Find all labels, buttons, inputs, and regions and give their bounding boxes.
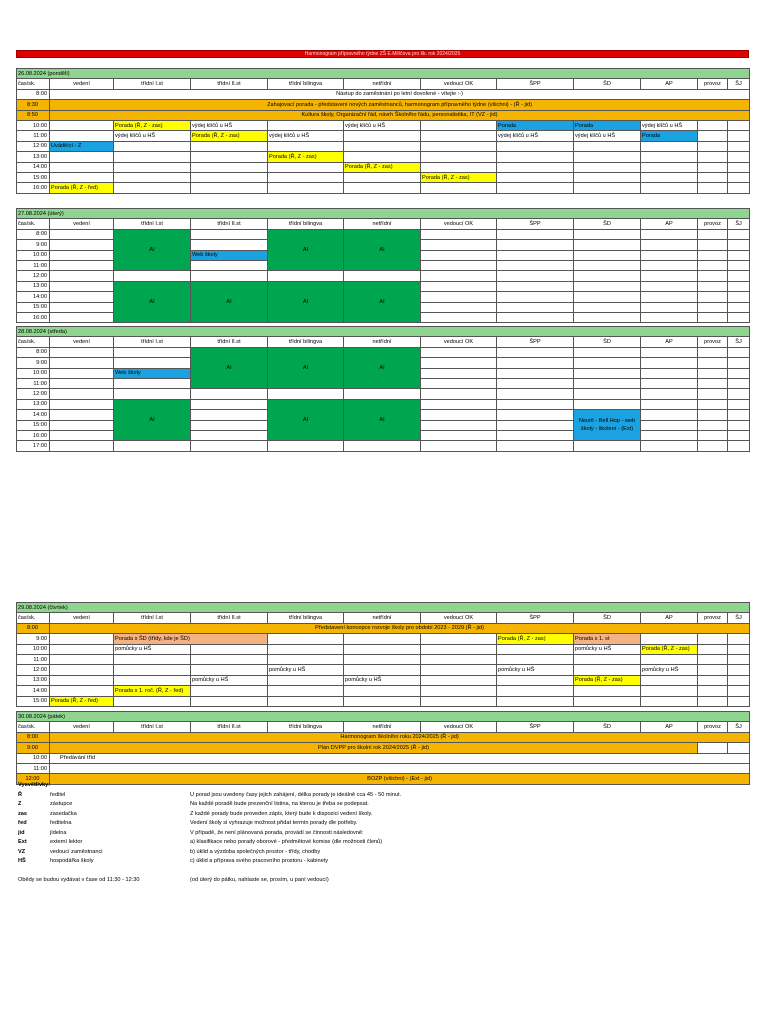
time-cell: 11:00 bbox=[17, 260, 50, 270]
col-tridni-1st: třídní I.st bbox=[114, 79, 191, 89]
event-cell: AI bbox=[191, 347, 268, 389]
event-cell: Představení koncepce rozvoje školy pro období 2023 - 2029 (Ř - jid) bbox=[50, 623, 750, 633]
col-spp: ŠPP bbox=[497, 613, 574, 623]
event-cell: Web školy bbox=[114, 368, 191, 378]
lunch-note: (od úterý do pátku, nahlaste se, prosím, u paní vedoucí) bbox=[190, 876, 329, 883]
time-cell: 8:00 bbox=[17, 229, 50, 239]
event-cell: výdej klíčů u HŠ bbox=[497, 131, 574, 141]
time-cell: 14:00 bbox=[17, 162, 50, 172]
event-cell: pomůcky u HŠ bbox=[497, 665, 574, 675]
legend-key: řed bbox=[18, 820, 27, 826]
time-cell: 12:00 bbox=[17, 774, 50, 784]
col-tridni-1st: třídní I.st bbox=[114, 337, 191, 347]
event-cell: AI bbox=[344, 281, 421, 323]
event-cell: výdej klíčů u HŠ bbox=[191, 120, 268, 130]
col-sd: ŠD bbox=[574, 219, 641, 229]
time-cell: 8:50 bbox=[17, 110, 50, 120]
event-cell: Porada (Ř, Z - zas) bbox=[641, 644, 698, 654]
col-spp: ŠPP bbox=[497, 219, 574, 229]
col-netridni: netřídní bbox=[344, 219, 421, 229]
col-provoz: provoz bbox=[698, 219, 728, 229]
event-cell: pomůcky u HŠ bbox=[268, 665, 344, 675]
legend-note: a) klasifikace nebo porady oborové - předmětové komise (dle možnosti členů) bbox=[190, 839, 383, 845]
col-provoz: provoz bbox=[698, 337, 728, 347]
col-vedouci-ok: vedoucí OK bbox=[421, 79, 497, 89]
time-cell: 11:00 bbox=[17, 763, 50, 773]
legend-value: jídelna bbox=[50, 829, 67, 836]
legend-note: c) úklid a příprava svého pracovního prostoru - kabinety bbox=[190, 858, 329, 864]
time-cell: 9:00 bbox=[17, 634, 50, 644]
event-cell: AI bbox=[268, 229, 344, 271]
time-cell: 13:00 bbox=[17, 281, 50, 291]
event-cell: AI bbox=[191, 281, 268, 323]
col-vedeni: vedení bbox=[50, 79, 114, 89]
event-cell: výdej klíčů u HŠ bbox=[268, 131, 344, 141]
col-provoz: provoz bbox=[698, 79, 728, 89]
col-time: čas/sk. bbox=[17, 79, 50, 89]
col-tridni-2st: třídní II.st bbox=[191, 722, 268, 732]
event-cell: Zahajovací porada - představení nových zaměstnanců, harmonogram přípravného týdne (všichni) - (Ř - jid) bbox=[50, 100, 750, 110]
time-cell: 12:00 bbox=[17, 271, 50, 281]
event-cell: AI bbox=[344, 399, 421, 441]
event-cell: AI bbox=[268, 347, 344, 389]
day-table-wednesday bbox=[16, 326, 750, 452]
event-cell: pomůcky u HŠ bbox=[641, 665, 698, 675]
col-bilingva: třídní bilingva bbox=[268, 613, 344, 623]
event-cell: Porada (Ř, Z - řed) bbox=[50, 696, 114, 706]
time-cell: 11:00 bbox=[17, 378, 50, 388]
col-vedeni: vedení bbox=[50, 613, 114, 623]
col-vedouci-ok: vedoucí OK bbox=[421, 722, 497, 732]
col-vedeni: vedení bbox=[50, 219, 114, 229]
event-cell: Harmonogram školního roku 2024/2025 (Ř - jid) bbox=[50, 732, 750, 742]
event-cell: pomůcky u HŠ bbox=[114, 644, 191, 654]
time-cell: 10:00 bbox=[17, 368, 50, 378]
legend-value: externí lektor bbox=[50, 839, 83, 845]
col-provoz: provoz bbox=[698, 613, 728, 623]
event-cell: Porada s 1. roč. (Ř, Z - řed) bbox=[114, 686, 191, 696]
col-spp: ŠPP bbox=[497, 337, 574, 347]
event-cell: Porada s ŠD (třídy, kde je ŠD) bbox=[114, 634, 268, 644]
legend-key: HŠ bbox=[18, 858, 26, 864]
col-spp: ŠPP bbox=[497, 79, 574, 89]
event-cell: AI bbox=[268, 281, 344, 323]
day-label: 28.08.2024 (středa) bbox=[17, 327, 750, 337]
time-cell: 8:00 bbox=[17, 732, 50, 742]
legend-key: Ř bbox=[18, 791, 23, 798]
col-ap: AP bbox=[641, 337, 698, 347]
legend-note: Z každé porady bude proveden zápis, který bude k dispozici vedení školy. bbox=[190, 810, 373, 817]
col-tridni-1st: třídní I.st bbox=[114, 613, 191, 623]
time-cell: 16:00 bbox=[17, 430, 50, 440]
col-sj: ŠJ bbox=[728, 337, 750, 347]
day-table-monday bbox=[16, 68, 750, 194]
lunch-info: Obědy se budou vydávat v čase od 11:30 - 12:30 bbox=[18, 876, 140, 883]
time-cell: 9:00 bbox=[17, 743, 50, 753]
event-cell: výdej klíčů u HŠ bbox=[574, 131, 641, 141]
time-cell: 15:00 bbox=[17, 420, 50, 430]
col-bilingva: třídní bilingva bbox=[268, 722, 344, 732]
col-time: čas/sk. bbox=[17, 219, 50, 229]
day-table-tuesday bbox=[16, 208, 750, 323]
event-cell: AI bbox=[114, 399, 191, 441]
event-cell: výdej klíčů u HŠ bbox=[641, 120, 698, 130]
legend-key: jid bbox=[18, 829, 25, 836]
time-cell: 10:00 bbox=[17, 644, 50, 654]
time-cell: 10:00 bbox=[17, 250, 50, 260]
event-cell: Porada (Ř, Z - zas) bbox=[497, 634, 574, 644]
col-sj: ŠJ bbox=[728, 722, 750, 732]
col-sd: ŠD bbox=[574, 79, 641, 89]
col-time: čas/sk. bbox=[17, 613, 50, 623]
event-cell: Porada (Ř, Z - zas) bbox=[344, 162, 421, 172]
event-cell: Web školy bbox=[191, 250, 268, 260]
legend-key: VZ bbox=[18, 848, 26, 855]
time-cell: 11:00 bbox=[17, 654, 50, 664]
time-cell: 17:00 bbox=[17, 441, 50, 451]
day-table-friday bbox=[16, 711, 750, 785]
event-cell: AI bbox=[344, 347, 421, 389]
col-netridni: netřídní bbox=[344, 337, 421, 347]
legend-note: Na každé poradě bude prezenční listina, na kterou je třeba se podepsat. bbox=[190, 801, 369, 807]
col-vedouci-ok: vedoucí OK bbox=[421, 613, 497, 623]
time-cell: 11:00 bbox=[17, 131, 50, 141]
event-cell: AI bbox=[114, 229, 191, 271]
time-cell: 15:00 bbox=[17, 696, 50, 706]
event-cell: výdej klíčů u HŠ bbox=[114, 131, 191, 141]
event-cell: Porada (Ř, Z - zas) bbox=[191, 131, 268, 141]
day-label: 26.08.2024 (pondělí) bbox=[17, 69, 750, 79]
col-tridni-2st: třídní II.st bbox=[191, 337, 268, 347]
time-cell: 16:00 bbox=[17, 183, 50, 193]
col-ap: AP bbox=[641, 722, 698, 732]
col-tridni-2st: třídní II.st bbox=[191, 219, 268, 229]
time-cell: 12:00 bbox=[17, 665, 50, 675]
event-cell: pomůcky u HŠ bbox=[191, 675, 268, 685]
event-cell: Uváděící - Z bbox=[50, 141, 114, 151]
col-tridni-1st: třídní I.st bbox=[114, 722, 191, 732]
col-provoz: provoz bbox=[698, 722, 728, 732]
event-cell: AI bbox=[344, 229, 421, 271]
event-cell: Porada (Ř, Z - zas) bbox=[421, 172, 497, 182]
col-spp: ŠPP bbox=[497, 722, 574, 732]
time-cell: 8:00 bbox=[17, 623, 50, 633]
time-cell: 14:00 bbox=[17, 686, 50, 696]
event-cell: pomůcky u HŠ bbox=[344, 675, 421, 685]
day-label: 30.08.2024 (pátek) bbox=[17, 712, 750, 722]
event-cell: Porada (Ř, Z - zas) bbox=[574, 675, 641, 685]
col-tridni-1st: třídní I.st bbox=[114, 219, 191, 229]
col-netridni: netřídní bbox=[344, 613, 421, 623]
col-bilingva: třídní bilingva bbox=[268, 337, 344, 347]
legend-value: hospodářka školy bbox=[50, 858, 94, 864]
event-cell: Neurit - Bell Hop - web školy - školení - (Ext) bbox=[574, 410, 641, 441]
event-cell: BOZP (všichni) - (Ext - jid) bbox=[50, 774, 750, 784]
event-cell: AI bbox=[114, 281, 191, 323]
time-cell: 14:00 bbox=[17, 292, 50, 302]
time-cell: 13:00 bbox=[17, 152, 50, 162]
event-cell: Porada bbox=[497, 120, 574, 130]
col-bilingva: třídní bilingva bbox=[268, 219, 344, 229]
col-vedouci-ok: vedoucí OK bbox=[421, 219, 497, 229]
event-cell: Porada s 1. st bbox=[574, 634, 641, 644]
col-bilingva: třídní bilingva bbox=[268, 79, 344, 89]
col-sj: ŠJ bbox=[728, 79, 750, 89]
event-cell: Porada bbox=[641, 131, 698, 141]
time-cell: 13:00 bbox=[17, 675, 50, 685]
time-cell: 13:00 bbox=[17, 399, 50, 409]
legend-note: U porad jsou uvedeny časy jejich zahájení, délka porady je ideálně cca 45 - 50 minut. bbox=[190, 791, 402, 798]
time-cell: 8:30 bbox=[17, 100, 50, 110]
legend-value: zástupce bbox=[50, 801, 73, 807]
event-cell: Porada (Ř, Z - zas) bbox=[114, 120, 191, 130]
time-cell: 9:00 bbox=[17, 358, 50, 368]
col-sd: ŠD bbox=[574, 337, 641, 347]
col-ap: AP bbox=[641, 79, 698, 89]
legend-value: zasedačka bbox=[50, 810, 77, 817]
time-cell: 16:00 bbox=[17, 312, 50, 322]
time-cell: 8:00 bbox=[17, 347, 50, 357]
col-vedeni: vedení bbox=[50, 722, 114, 732]
col-tridni-2st: třídní II.st bbox=[191, 613, 268, 623]
col-ap: AP bbox=[641, 613, 698, 623]
event-cell: AI bbox=[268, 399, 344, 441]
col-sd: ŠD bbox=[574, 722, 641, 732]
event-cell: Plán DVPP pro školní rok 2024/2025 (Ř - jid) bbox=[50, 743, 698, 753]
legend bbox=[18, 781, 738, 885]
legend-note: V případě, že není plánovaná porada, provádí se činnosti následovně: bbox=[190, 829, 364, 836]
day-label: 29.08.2024 (čtvrtek) bbox=[17, 603, 750, 613]
event-cell: pomůcky u HŠ bbox=[574, 644, 641, 654]
col-sd: ŠD bbox=[574, 613, 641, 623]
legend-key: Z bbox=[18, 801, 22, 807]
legend-note: Vedení školy si vyhrazuje možnost přidat termín porady dle potřeby. bbox=[190, 820, 358, 826]
col-netridni: netřídní bbox=[344, 79, 421, 89]
legend-key: zas bbox=[18, 810, 28, 817]
legend-value: ředitel bbox=[50, 791, 66, 798]
col-sj: ŠJ bbox=[728, 219, 750, 229]
schedule-title: Harmonogram přípravného týdne ZŠ E.Milíčova pro šk. rok 2024/2025 bbox=[16, 50, 749, 58]
col-ap: AP bbox=[641, 219, 698, 229]
legend-title: Vysvětlivky: bbox=[18, 782, 51, 788]
col-time: čas/sk. bbox=[17, 337, 50, 347]
event-cell: Nástup do zaměstnání po letní dovolené - vítejte :-) bbox=[50, 89, 750, 99]
time-cell: 12:00 bbox=[17, 141, 50, 151]
col-tridni-2st: třídní II.st bbox=[191, 79, 268, 89]
col-time: čas/sk. bbox=[17, 722, 50, 732]
col-vedeni: vedení bbox=[50, 337, 114, 347]
time-cell: 15:00 bbox=[17, 302, 50, 312]
time-cell: 10:00 bbox=[17, 753, 50, 763]
time-cell: 14:00 bbox=[17, 410, 50, 420]
legend-note: b) úklid a výzdoba společných prostor - třídy, chodby bbox=[190, 848, 321, 855]
event-cell: Porada bbox=[574, 120, 641, 130]
col-netridni: netřídní bbox=[344, 722, 421, 732]
event-cell: výdej klíčů u HŠ bbox=[344, 120, 421, 130]
legend-value: vedoucí zaměstnanci bbox=[50, 848, 103, 855]
event-cell: Předávání tříd bbox=[50, 753, 750, 763]
event-cell: Porada (Ř, Z - řed) bbox=[50, 183, 114, 193]
time-cell: 8:00 bbox=[17, 89, 50, 99]
col-sj: ŠJ bbox=[728, 613, 750, 623]
time-cell: 12:00 bbox=[17, 389, 50, 399]
event-cell: Kultura školy, Organizační řád, návrh Školního řádu, personalistika, IT (VZ - jid) bbox=[50, 110, 750, 120]
time-cell: 9:00 bbox=[17, 240, 50, 250]
col-vedouci-ok: vedoucí OK bbox=[421, 337, 497, 347]
legend-key: Ext bbox=[18, 839, 27, 845]
day-label: 27.08.2024 (úterý) bbox=[17, 209, 750, 219]
time-cell: 15:00 bbox=[17, 172, 50, 182]
day-table-thursday bbox=[16, 602, 750, 707]
event-cell: Porada (Ř, Z - zas) bbox=[268, 152, 344, 162]
time-cell: 10:00 bbox=[17, 120, 50, 130]
legend-value: ředitelna bbox=[50, 820, 72, 826]
